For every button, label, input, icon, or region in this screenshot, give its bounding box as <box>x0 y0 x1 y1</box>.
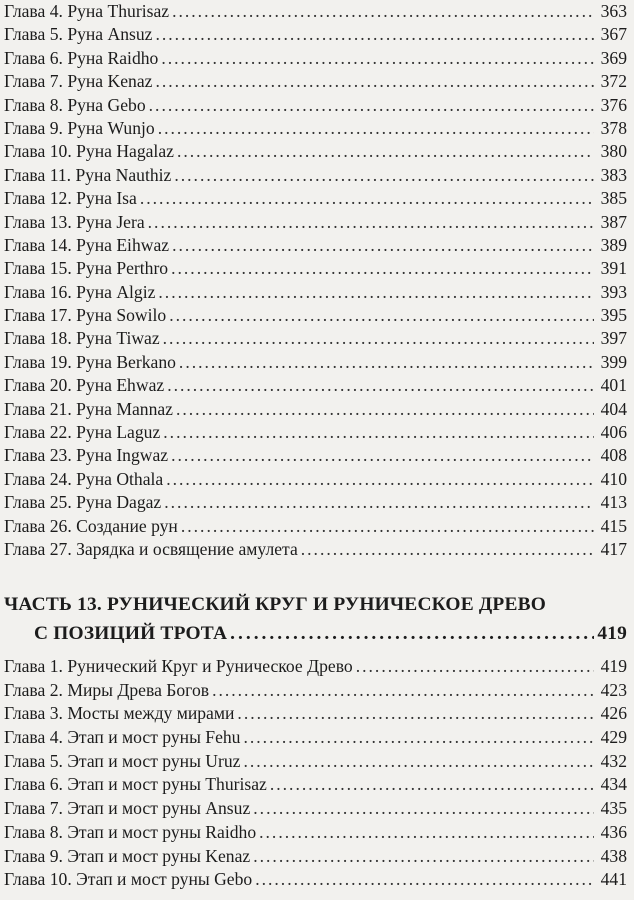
leader-dots <box>149 94 594 117</box>
toc-page-number: 438 <box>600 845 627 866</box>
leader-dots <box>176 398 594 421</box>
toc-row <box>4 0 627 23</box>
toc-title: Глава 24. Руна Othala <box>4 468 164 489</box>
toc-row <box>4 23 627 46</box>
toc-title: Глава 9. Этап и мост руны Kenaz <box>4 845 251 866</box>
leader-dots <box>356 655 594 679</box>
leader-dots <box>172 0 594 23</box>
toc-row <box>4 211 627 234</box>
leader-dots <box>158 281 594 304</box>
leader-dots <box>301 538 594 561</box>
leader-dots <box>148 211 594 234</box>
leader-dots <box>212 679 594 703</box>
leader-dots <box>270 773 594 797</box>
toc-page-number: 387 <box>600 211 627 232</box>
leader-dots <box>174 164 594 187</box>
part-title-line1: ЧАСТЬ 13. РУНИЧЕСКИЙ КРУГ И РУНИЧЕСКОЕ ДРЕВО <box>4 594 547 615</box>
leader-dots <box>230 619 594 648</box>
toc-page-number: 441 <box>600 869 627 890</box>
toc-title: Глава 18. Руна Tiwaz <box>4 328 160 349</box>
toc-row <box>4 398 627 421</box>
toc-row <box>4 702 627 726</box>
toc-page-number: 429 <box>600 727 627 748</box>
toc-page-number: 426 <box>600 703 627 724</box>
toc-title: Глава 7. Руна Kenaz <box>4 71 153 92</box>
toc-title: Глава 5. Руна Ansuz <box>4 24 153 45</box>
leader-dots <box>164 491 594 514</box>
toc-row <box>4 47 627 70</box>
toc-title: Глава 22. Руна Laguz <box>4 422 161 443</box>
toc-row <box>4 94 627 117</box>
toc-row <box>4 70 627 93</box>
leader-dots <box>253 797 594 821</box>
toc-title: Глава 1. Рунический Круг и Руническое Древо <box>4 656 353 676</box>
leader-dots <box>181 515 594 538</box>
toc-page-number: 417 <box>600 538 627 559</box>
toc-row <box>4 655 627 679</box>
toc-row <box>4 515 627 538</box>
toc-page-number: 385 <box>600 188 627 209</box>
leader-dots <box>172 234 594 257</box>
toc-page-number: 395 <box>600 305 627 326</box>
toc-title: Глава 17. Руна Sowilo <box>4 305 167 326</box>
toc-title: Глава 13. Руна Jera <box>4 211 145 232</box>
part-heading <box>4 590 627 648</box>
part-title-line2-row <box>4 619 627 648</box>
leader-dots <box>179 351 594 374</box>
toc-title: Глава 14. Руна Eihwaz <box>4 234 170 255</box>
toc-page-number: 410 <box>600 468 627 489</box>
toc-page-number: 401 <box>600 375 627 396</box>
toc-page-number: 369 <box>600 47 627 68</box>
toc-row <box>4 868 627 892</box>
leader-dots <box>243 726 594 750</box>
toc-list-runes <box>4 0 627 561</box>
toc-row <box>4 164 627 187</box>
toc-row <box>4 117 627 140</box>
leader-dots <box>140 187 594 210</box>
toc-title: Глава 4. Руна Thurisaz <box>4 1 170 21</box>
toc-row <box>4 726 627 750</box>
part-title-line2: С ПОЗИЦИЙ ТРОТА <box>34 623 228 644</box>
leader-dots <box>237 702 594 726</box>
leader-dots <box>259 821 594 845</box>
toc-title: Глава 11. Руна Nauthiz <box>4 164 172 185</box>
leader-dots <box>155 70 594 93</box>
toc-row <box>4 304 627 327</box>
toc-title: Глава 21. Руна Mannaz <box>4 398 173 419</box>
toc-row <box>4 140 627 163</box>
leader-dots <box>155 23 594 46</box>
toc-page-number: 363 <box>600 1 627 21</box>
leader-dots <box>177 140 594 163</box>
toc-page-number: 393 <box>600 281 627 302</box>
toc-page-number: 397 <box>600 328 627 349</box>
toc-title: Глава 3. Мосты между мирами <box>4 703 235 724</box>
leader-dots <box>253 845 594 869</box>
toc-title: Глава 15. Руна Perthro <box>4 258 169 279</box>
toc-row <box>4 821 627 845</box>
toc-row <box>4 491 627 514</box>
part-page-number: 419 <box>597 623 627 644</box>
toc-page-number: 413 <box>600 492 627 513</box>
toc-page-number: 432 <box>600 750 627 771</box>
toc-title: Глава 8. Руна Gebo <box>4 94 146 115</box>
toc-row <box>4 187 627 210</box>
leader-dots <box>161 47 594 70</box>
toc-row <box>4 679 627 703</box>
toc-title: Глава 25. Руна Dagaz <box>4 492 162 513</box>
toc-page-number: 419 <box>600 656 627 676</box>
toc-row <box>4 257 627 280</box>
toc-page-number: 423 <box>600 679 627 700</box>
toc-title: Глава 10. Этап и мост руны Gebo <box>4 869 253 890</box>
leader-dots <box>163 421 594 444</box>
toc-title: Глава 8. Этап и мост руны Raidho <box>4 821 257 842</box>
toc-title: Глава 6. Этап и мост руны Thurisaz <box>4 774 267 795</box>
toc-row <box>4 845 627 869</box>
toc-title: Глава 26. Создание рун <box>4 515 178 536</box>
toc-page-number: 435 <box>600 798 627 819</box>
toc-page-number: 404 <box>600 398 627 419</box>
toc-page-number: 372 <box>600 71 627 92</box>
toc-page-number: 378 <box>600 117 627 138</box>
toc-page-number: 436 <box>600 821 627 842</box>
toc-title: Глава 20. Руна Ehwaz <box>4 375 165 396</box>
toc-title: Глава 2. Миры Древа Богов <box>4 679 210 700</box>
toc-title: Глава 4. Этап и мост руны Fehu <box>4 727 241 748</box>
toc-title: Глава 16. Руна Algiz <box>4 281 156 302</box>
toc-row <box>4 281 627 304</box>
toc-title: Глава 7. Этап и мост руны Ansuz <box>4 798 251 819</box>
toc-row <box>4 234 627 257</box>
toc-page-number: 434 <box>600 774 627 795</box>
toc-page-number: 376 <box>600 94 627 115</box>
leader-dots <box>167 374 594 397</box>
toc-page-number: 415 <box>600 515 627 536</box>
toc-row <box>4 444 627 467</box>
toc-row <box>4 773 627 797</box>
toc-title: Глава 5. Этап и мост руны Uruz <box>4 750 241 771</box>
leader-dots <box>243 750 594 774</box>
toc-row <box>4 351 627 374</box>
toc-page-number: 391 <box>600 258 627 279</box>
toc-page-number: 406 <box>600 422 627 443</box>
toc-page-number: 399 <box>600 351 627 372</box>
toc-row <box>4 538 627 561</box>
toc-title: Глава 6. Руна Raidho <box>4 47 159 68</box>
toc-title: Глава 27. Зарядка и освящение амулета <box>4 538 298 559</box>
toc-page-number: 380 <box>600 141 627 162</box>
toc-title: Глава 23. Руна Ingwaz <box>4 445 169 466</box>
leader-dots <box>255 868 594 892</box>
leader-dots <box>171 257 594 280</box>
toc-row <box>4 374 627 397</box>
toc-row <box>4 797 627 821</box>
leader-dots <box>158 117 594 140</box>
toc-page-number: 389 <box>600 234 627 255</box>
toc-title: Глава 12. Руна Isa <box>4 188 137 209</box>
toc-title: Глава 9. Руна Wunjo <box>4 117 155 138</box>
leader-dots <box>163 327 594 350</box>
toc-page-number: 367 <box>600 24 627 45</box>
toc-list-part-13 <box>4 655 627 892</box>
toc-title: Глава 10. Руна Hagalaz <box>4 141 174 162</box>
leader-dots <box>169 304 594 327</box>
toc-row <box>4 468 627 491</box>
toc-page-number: 383 <box>600 164 627 185</box>
leader-dots <box>171 444 594 467</box>
toc-title: Глава 19. Руна Berkano <box>4 351 176 372</box>
toc-row <box>4 327 627 350</box>
toc-page-number: 408 <box>600 445 627 466</box>
leader-dots <box>166 468 594 491</box>
toc-row <box>4 750 627 774</box>
toc-row <box>4 421 627 444</box>
